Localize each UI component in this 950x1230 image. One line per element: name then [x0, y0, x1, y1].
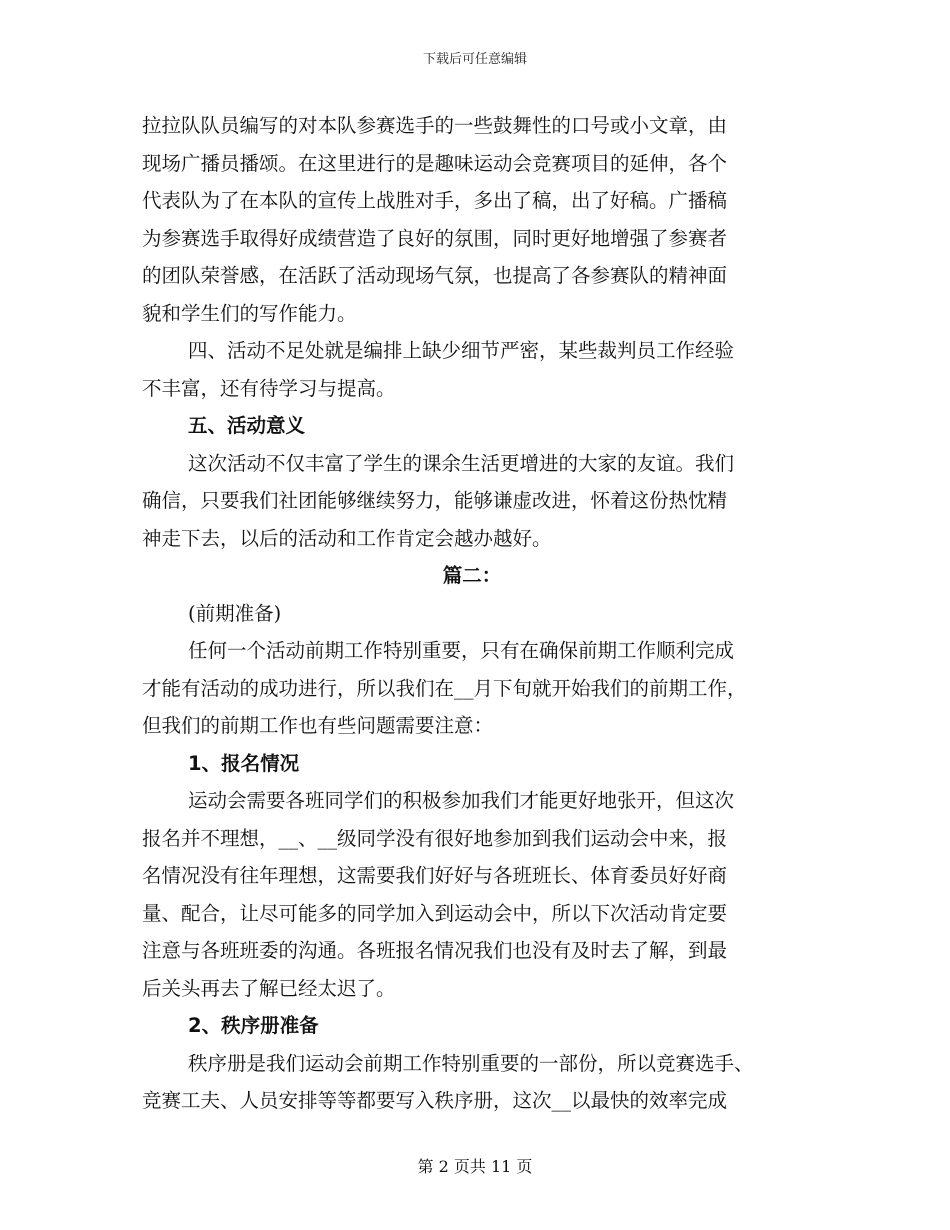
section-heading: 五、活动意义 [188, 414, 306, 437]
section-heading: 2、秩序册准备 [188, 1014, 319, 1037]
paragraph-start: 这次活动不仅丰富了学生的课余生活更增进的大家的友谊。我们 [188, 451, 735, 475]
section-heading: 1、报名情况 [188, 751, 300, 775]
body-line: 神走下去，以后的活动和工作肯定会越办越好。 [142, 526, 552, 550]
body-line: 确信，只要我们社团能够继续努力，能够谦虚改进，怀着这份热忱精 [142, 489, 728, 512]
paragraph-start: 任何一个活动前期工作特别重要，只有在确保前期工作顺利完成 [188, 639, 735, 662]
body-line: 不丰富，还有待学习与提高。 [142, 376, 396, 400]
paragraph-start: (前期准备) [188, 601, 282, 625]
body-line: 报名并不理想，__、__级同学没有很好地参加到我们运动会中来，报 [142, 826, 728, 850]
body-line: 现场广播员播颂。在这里进行的是趣味运动会竞赛项目的延伸，各个 [142, 151, 728, 175]
body-line: 为参赛选手取得好成绩营造了良好的氛围，同时更好地增强了参赛者 [142, 226, 728, 250]
paragraph-start: 运动会需要各班同学们的积极参加我们才能更好地张开，但这次 [188, 789, 735, 812]
body-line: 名情况没有往年理想，这需要我们好好与各班班长、体育委员好好商 [142, 864, 728, 887]
body-line: 后关头再去了解已经太迟了。 [142, 976, 396, 1000]
body-line: 代表队为了在本队的宣传上战胜对手，多出了稿，出了好稿。广播稿 [142, 189, 728, 212]
body-line: 的团队荣誉感，在活跃了活动现场气氛，也提高了各参赛队的精神面 [142, 264, 728, 287]
body-line: 但我们的前期工作也有些问题需要注意： [142, 714, 494, 737]
chapter-heading: 篇二： [442, 564, 502, 587]
body-line: 拉拉队队员编写的对本队参赛选手的一些鼓舞性的口号或小文章，由 [142, 114, 728, 137]
paragraph-start: 秩序册是我们运动会前期工作特别重要的一部份，所以竞赛选手、 [188, 1051, 754, 1075]
body-line: 竞赛工夫、人员安排等等都要写入秩序册，这次__以最快的效率完成 [142, 1089, 728, 1112]
body-line: 注意与各班班委的沟通。各班报名情况我们也没有及时去了解，到最 [142, 939, 728, 962]
paragraph-start: 四、活动不足处就是编排上缺少细节严密，某些裁判员工作经验 [188, 339, 735, 362]
page-header: 下载后可任意编辑 [422, 52, 527, 67]
page-footer: 第 2 页共 11 页 [417, 1157, 533, 1176]
body-line: 貌和学生们的写作能力。 [142, 301, 357, 325]
body-line: 量、配合，让尽可能多的同学加入到运动会中，所以下次活动肯定要 [142, 901, 728, 925]
body-line: 才能有活动的成功进行，所以我们在__月下旬就开始我们的前期工作， [142, 676, 747, 700]
document-body [142, 107, 802, 1120]
